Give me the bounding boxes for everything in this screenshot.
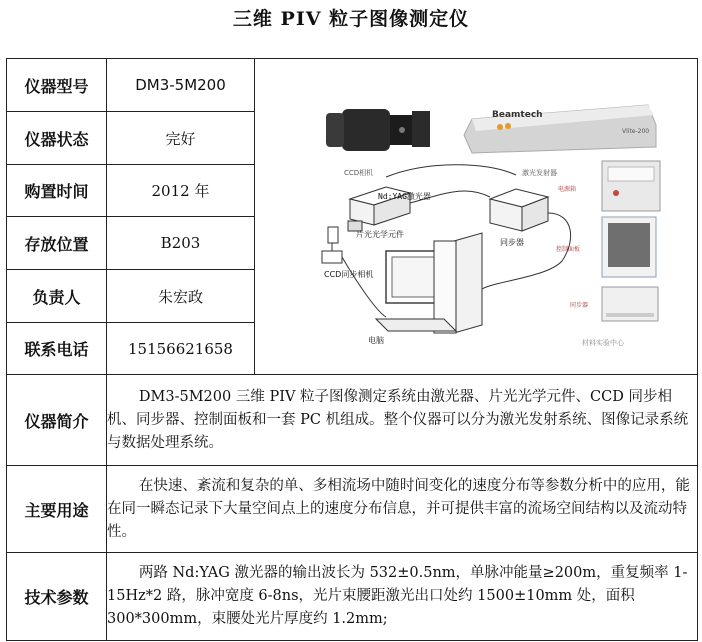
specs-text-cell	[107, 553, 698, 641]
laser-caption: 激光发射器	[522, 168, 557, 177]
power-box-image	[602, 161, 660, 211]
purchase-value: 2012 年	[107, 165, 255, 217]
control-panel-caption: 控制面板	[556, 245, 581, 253]
ccd-camera-caption: CCD相机	[344, 168, 374, 177]
table-row	[7, 553, 698, 641]
phone-value: 15156621658	[107, 323, 255, 375]
nd-yag-label: Nd:YAG激光器	[378, 191, 431, 201]
photo-cell	[255, 59, 698, 375]
specs-text: 两路 Nd:YAG 激光器的输出波长为 532±0.5nm，单脉冲能量≥200m，重复频率 1-15Hz*2 路，脉冲宽度 6-8ns，光片束腰距激光出口处约 1500±10mm 处，面积 300*300mm，束腰处光片厚度约 1.2mm;	[107, 565, 688, 627]
usage-label: 主要用途	[7, 466, 107, 553]
page-title: 三维 PIV 粒子图像测定仪	[232, 8, 470, 30]
intro-label: 仪器简介	[7, 375, 107, 466]
control-panel-image	[602, 217, 656, 277]
location-value: B203	[107, 217, 255, 270]
sync-box-image	[602, 287, 658, 321]
table-row	[7, 375, 698, 466]
model-value: DM3-5M200	[107, 59, 255, 112]
intro-text: DM3-5M200 三维 PIV 粒子图像测定系统由激光器、片光光学元件、CCD 同步相机、同步器、控制面板和一套 PC 机组成。整个仪器可以分为激光发射系统、图像记录系统与数据处理系统。	[107, 388, 689, 451]
location-label: 存放位置	[7, 217, 107, 270]
laser-model-text: Vlite-200	[622, 127, 650, 135]
laser-brand-text: Beamtech	[492, 109, 543, 120]
synchronizer-label: 同步器	[500, 237, 524, 247]
usage-text-cell	[107, 466, 698, 553]
table-row	[7, 466, 698, 553]
sheet-optics-label: 片光光学元件	[356, 229, 404, 239]
ccd-camera-image	[326, 109, 430, 151]
owner-value: 朱宏政	[107, 270, 255, 323]
watermark-text: 材料实验中心	[582, 338, 624, 347]
usage-text: 在快速、紊流和复杂的单、多相流场中随时间变化的速度分布等参数分析中的应用，能在同一瞬态记录下大量空间点上的速度分布信息，并可提供丰富的流场空间结构以及流动特性。	[107, 477, 690, 540]
computer-label: 电脑	[368, 335, 384, 345]
status-value: 完好	[107, 112, 255, 165]
intro-text-cell	[107, 375, 698, 466]
purchase-label: 购置时间	[7, 165, 107, 217]
table-row	[7, 59, 698, 112]
sync-small-caption: 同步器	[570, 301, 589, 309]
instrument-info-table	[6, 58, 698, 641]
model-label: 仪器型号	[7, 59, 107, 112]
power-box-caption: 电源箱	[558, 185, 577, 193]
synchronizer-box	[490, 189, 548, 231]
specs-label: 技术参数	[7, 553, 107, 641]
status-label: 仪器状态	[7, 112, 107, 165]
phone-label: 联系电话	[7, 323, 107, 375]
owner-label: 负责人	[7, 270, 107, 323]
instrument-photo	[286, 81, 666, 353]
ccd-sync-camera-label: CCD同步相机	[324, 269, 374, 279]
